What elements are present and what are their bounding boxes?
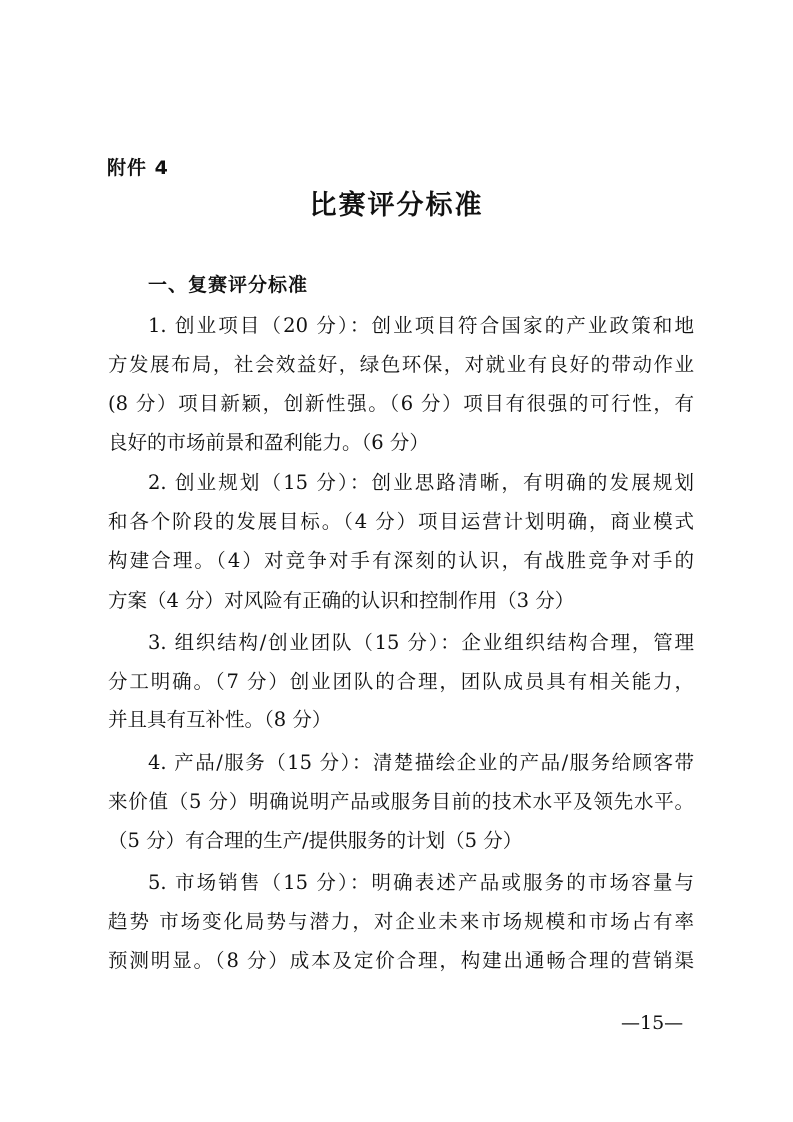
paragraph-line: 预测明显。（8 分）成本及定价合理，构建出通畅合理的营销渠: [108, 949, 694, 972]
paragraph-line: 分工明确。（7 分）创业团队的合理，团队成员具有相关能力，: [108, 670, 694, 693]
paragraph-line: (8 分）项目新颖，创新性强。（6 分）项目有很强的可行性，有: [108, 392, 694, 415]
paragraph-line: 来价值（5 分）明确说明产品或服务目前的技术水平及领先水平。: [108, 790, 694, 813]
paragraph-line: 方发展布局，社会效益好，绿色环保，对就业有良好的带动作业: [108, 353, 694, 376]
paragraph-line: 2. 创业规划（15 分）：创业思路清晰，有明确的发展规划: [148, 471, 694, 494]
paragraph-line: （5 分）有合理的生产/提供服务的计划（5 分）: [108, 829, 523, 852]
paragraph-line: 方案（4 分）对风险有正确的认识和控制作用（3 分）: [108, 589, 575, 612]
paragraph-line: 3. 组织结构/创业团队（15 分）：企业组织结构合理，管理: [148, 631, 694, 654]
attachment-label: 附件 4: [107, 157, 169, 179]
paragraph-line: 构建合理。（4）对竞争对手有深刻的认识，有战胜竞争对手的: [108, 549, 694, 572]
paragraph-line: 趋势 市场变化局势与潜力，对企业未来市场规模和市场占有率: [108, 910, 694, 933]
document-title: 比赛评分标准: [309, 190, 484, 221]
paragraph-line: 并且具有互补性。（8 分）: [108, 708, 332, 731]
paragraph-line: 良好的市场前景和盈利能力。（6 分）: [108, 431, 429, 454]
paragraph-line: 和各个阶段的发展目标。（4 分）项目运营计划明确，商业模式: [108, 510, 694, 533]
paragraph-line: 1. 创业项目（20 分）：创业项目符合国家的产业政策和地: [148, 314, 694, 337]
paragraph-line: 4. 产品/服务（15 分）：清楚描绘企业的产品/服务给顾客带: [148, 751, 694, 774]
section-heading: 一、复赛评分标准: [148, 274, 309, 296]
paragraph-line: 5. 市场销售（15 分）：明确表述产品或服务的市场容量与: [148, 871, 694, 894]
page-number: —15—: [621, 1012, 684, 1034]
